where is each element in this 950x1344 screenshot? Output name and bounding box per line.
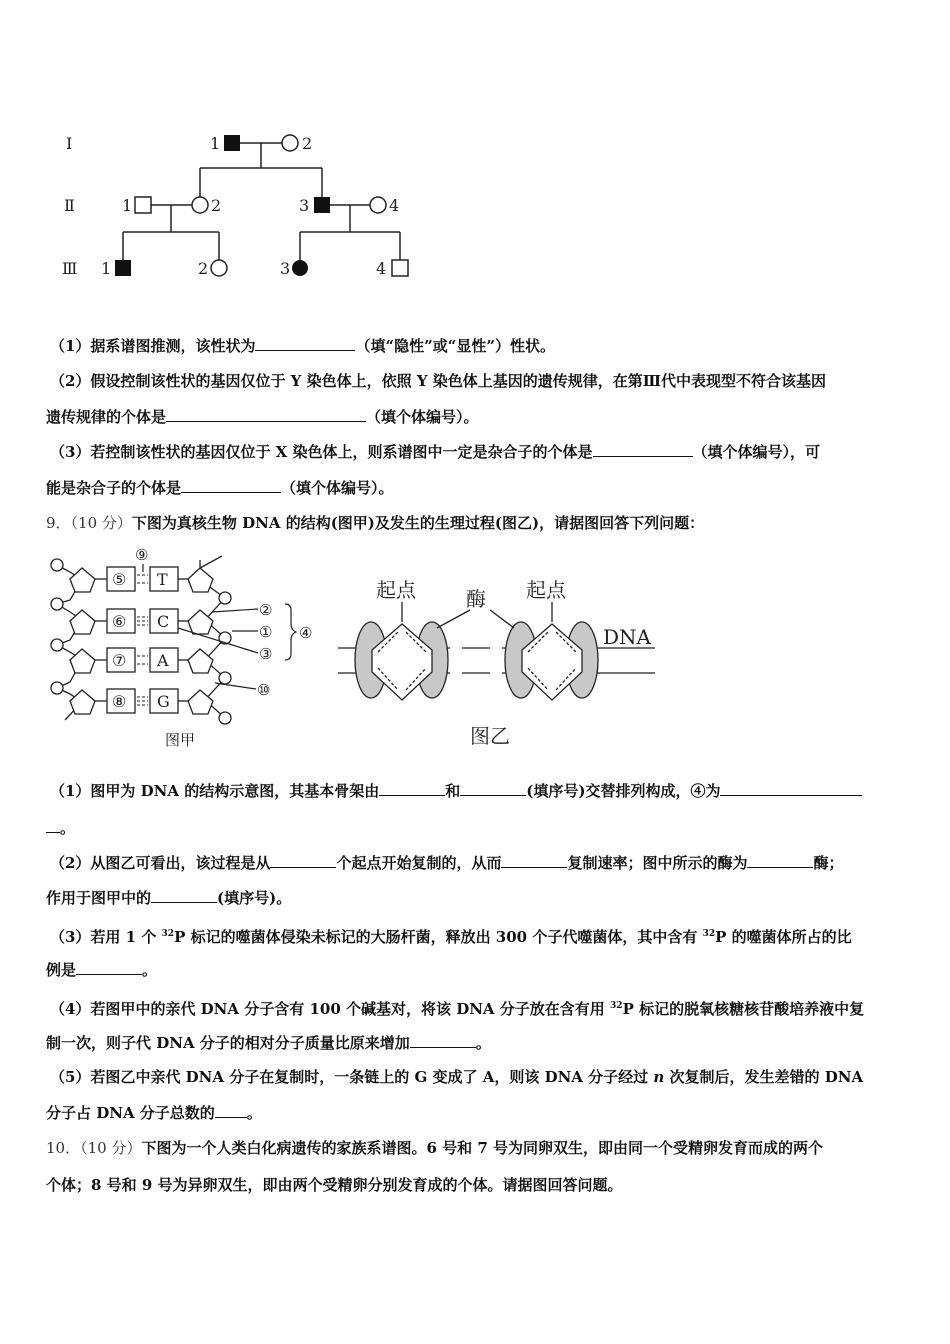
individual-label: 3	[299, 196, 310, 215]
individual-label: 1	[210, 134, 221, 153]
base-label-right: G	[157, 692, 170, 711]
phosphate-icon	[51, 559, 63, 571]
text: （3）若用 1 个	[50, 928, 162, 946]
phosphate-icon	[219, 672, 231, 684]
q10-stem-cont	[46, 1175, 623, 1195]
label-1: ①	[259, 623, 273, 641]
generation-label: Ⅰ	[66, 134, 73, 153]
text: （填个体编号）。	[281, 479, 394, 497]
superscript: 32	[702, 929, 716, 939]
text: 例是	[46, 961, 77, 979]
text: （4）若图甲中的亲代 DNA 分子含有 100 个碱基对，将该 DNA 分子放在含有用	[50, 1000, 611, 1018]
text: 和	[445, 782, 461, 800]
base-label-right: T	[157, 570, 168, 589]
text: 分子占 DNA 分子总数的	[46, 1104, 215, 1122]
label-10: ⑩	[257, 681, 271, 699]
question-number: 9．（10 分）	[46, 514, 132, 532]
text: 个起点开始复制的，从而	[336, 854, 502, 872]
deoxyribose-icon	[188, 568, 213, 592]
answer-blank[interactable]	[747, 853, 813, 868]
text: (填序号)。	[217, 889, 292, 907]
answer-blank[interactable]	[379, 781, 445, 796]
deoxyribose-icon	[70, 690, 95, 714]
text: 下图为真核生物 DNA 的结构(图甲)及发生的生理过程(图乙)，请据图回答下列问题：	[131, 514, 705, 532]
individual-label: 1	[122, 196, 133, 215]
text: （填个体编号），可	[692, 443, 821, 461]
text: 制一次，则子代 DNA 分子的相对分子质量比原来增加	[46, 1034, 410, 1052]
q9-part1-cont	[46, 818, 75, 838]
base-label-left: ⑤	[112, 570, 127, 589]
individual-label: 1	[101, 259, 112, 278]
base-label-right: A	[157, 651, 169, 670]
q9-part5-cont	[46, 1103, 262, 1123]
deoxyribose-icon	[70, 610, 95, 634]
answer-blank[interactable]	[270, 853, 336, 868]
text: 酶；	[813, 854, 844, 872]
text: 能是杂合子的个体是	[46, 479, 182, 497]
text: 。	[142, 961, 158, 979]
generation-label: Ⅲ	[62, 259, 78, 278]
individual-label: 2	[302, 134, 313, 153]
q10-stem	[46, 1138, 823, 1158]
deoxyribose-icon	[188, 690, 213, 714]
text: （1）据系谱图推测，该性状为	[50, 337, 256, 355]
q9-part3	[50, 924, 852, 947]
individual-label: 2	[198, 259, 209, 278]
text: 作用于图甲中的	[46, 889, 152, 907]
superscript: 32	[161, 929, 175, 939]
phosphate-icon	[51, 639, 63, 651]
label-3: ③	[259, 645, 273, 663]
label-2: ②	[259, 601, 273, 619]
origin-label-left: 起点	[376, 578, 416, 602]
text: 。	[246, 1104, 262, 1122]
text: P 的噬菌体所占的比	[715, 928, 852, 946]
q9-part5	[50, 1067, 863, 1087]
deoxyribose-icon	[70, 568, 95, 592]
deoxyribose-icon	[188, 610, 213, 634]
dna-label: DNA	[603, 625, 651, 649]
text: 下图为一个人类白化病遗传的家族系谱图。6 号和 7 号为同卵双生，即由同一个受精卵发育而成的两个	[141, 1139, 823, 1157]
text: （1）图甲为 DNA 的结构示意图，其基本骨架由	[50, 782, 380, 800]
q9-part4	[50, 996, 864, 1019]
text: （5）若图乙中亲代 DNA 分子在复制时，一条链上的 G 变成了 A，则该 DNA 分子经过	[50, 1068, 654, 1086]
phosphate-icon	[51, 598, 63, 610]
text: 。	[475, 1034, 491, 1052]
text: 个体；8 号和 9 号为异卵双生，即由两个受精卵分别发育成的个体。请据图回答问题。	[46, 1176, 623, 1194]
individual-label: 4	[389, 196, 400, 215]
answer-blank[interactable]	[76, 960, 142, 975]
answer-blank[interactable]	[720, 781, 862, 796]
enzyme-label: 酶	[466, 587, 486, 611]
q9-part1	[50, 781, 862, 801]
generation-label: Ⅱ	[64, 196, 75, 215]
answer-blank[interactable]	[501, 853, 567, 868]
q9-part4-cont	[46, 1033, 491, 1053]
label-4: ④	[299, 624, 313, 642]
answer-blank[interactable]	[46, 818, 60, 833]
answer-blank[interactable]	[410, 1033, 476, 1048]
text: (填序号)交替排列构成，④为	[526, 782, 721, 800]
origin-label-right: 起点	[526, 578, 566, 602]
individual-label: 2	[211, 196, 222, 215]
answer-blank[interactable]	[460, 781, 526, 796]
base-label-left: ⑧	[112, 692, 127, 711]
answer-blank[interactable]	[215, 1103, 247, 1118]
individual-label: 4	[376, 259, 387, 278]
answer-blank[interactable]	[151, 888, 217, 903]
question-number: 10．（10 分）	[46, 1139, 142, 1157]
base-label-right: C	[157, 612, 170, 631]
text: P 标记的噬菌体侵染未标记的大肠杆菌，释放出 300 个子代噬菌体，其中含有	[174, 928, 703, 946]
phosphate-icon	[219, 712, 231, 724]
text: P 标记的脱氧核糖核苷酸培养液中复	[622, 1000, 865, 1018]
superscript: 32	[610, 1001, 623, 1011]
q9-part2	[50, 853, 844, 873]
label-9: ⑨	[135, 546, 149, 564]
figure-a-caption: 图甲	[165, 731, 196, 749]
text: （3）若控制该性状的基因仅位于 X 染色体上，则系谱图中一定是杂合子的个体是	[50, 443, 593, 461]
q9-part3-cont	[46, 960, 157, 980]
base-label-left: ⑥	[112, 612, 127, 631]
text: 。	[60, 819, 76, 837]
individual-label: 3	[280, 259, 291, 278]
text: 次复制后，发生差错的 DNA	[664, 1068, 864, 1086]
text: （2）假设控制该性状的基因仅位于 Y 染色体上，依照 Y 染色体上基因的遗传规律，在第Ⅲ代中表现型不符合该基因	[50, 372, 827, 390]
q9-part2-cont	[46, 888, 291, 908]
base-label-left: ⑦	[112, 651, 127, 670]
text: 遗传规律的个体是	[46, 408, 167, 426]
text: 复制速率；图中所示的酶为	[567, 854, 748, 872]
variable-n: n	[653, 1068, 665, 1086]
text: （填“隐性”或“显性”）性状。	[355, 337, 555, 355]
deoxyribose-icon	[70, 649, 95, 673]
deoxyribose-icon	[188, 649, 213, 673]
figure-b-caption: 图乙	[470, 724, 510, 748]
text: （2）从图乙可看出，该过程是从	[50, 854, 271, 872]
phosphate-icon	[219, 592, 231, 604]
phosphate-icon	[51, 682, 63, 694]
text: （填个体编号）。	[366, 408, 479, 426]
